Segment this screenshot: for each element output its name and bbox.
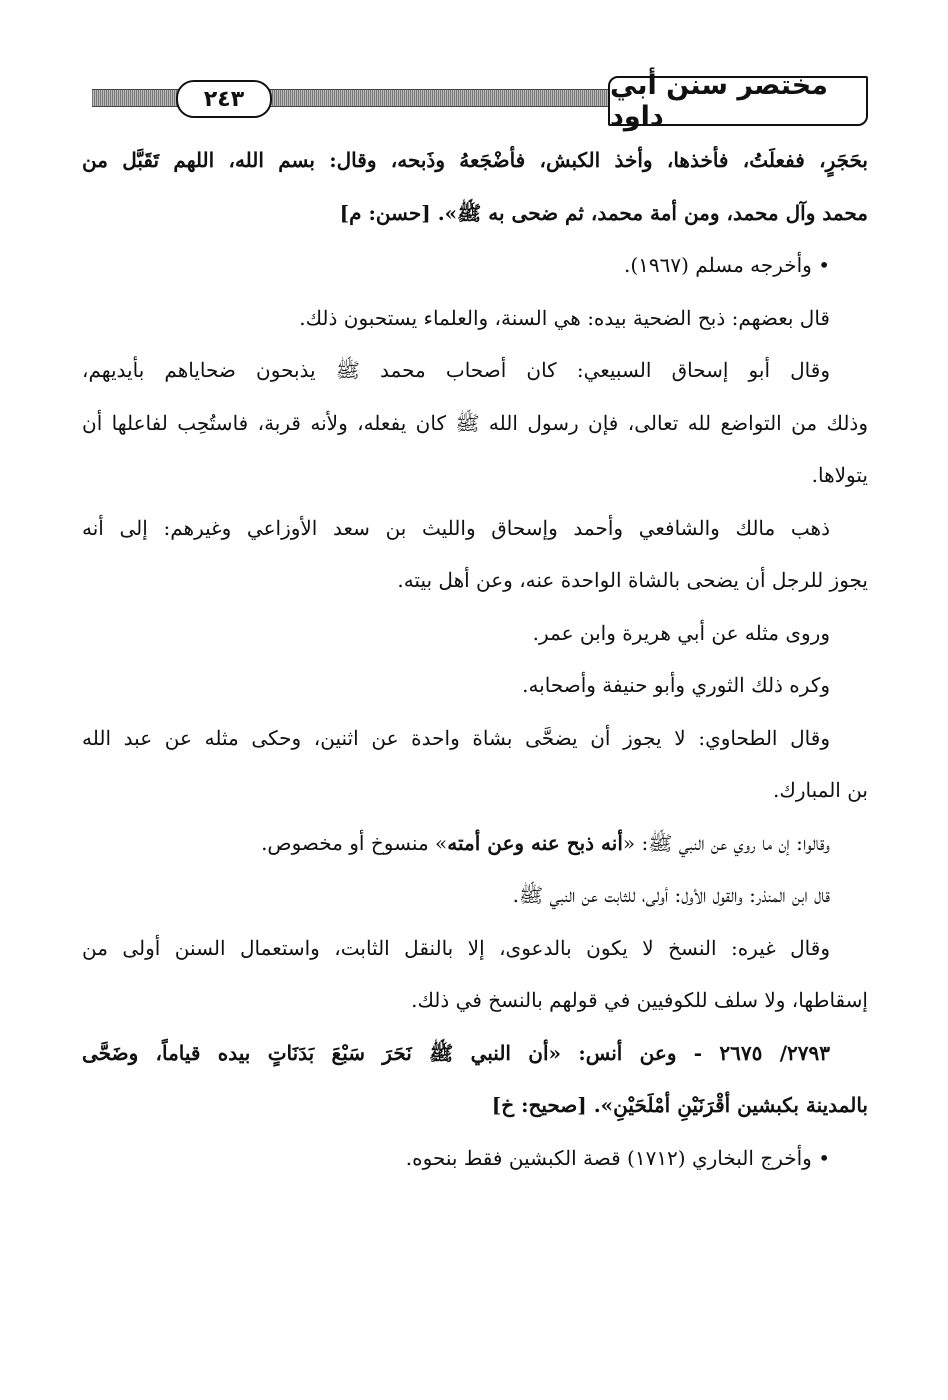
page-header — [82, 70, 868, 132]
text-line: ذهب مالك والشافعي وأحمد وإسحاق والليث بن سعد الأوزاعي وغيرهم: إلى أنه — [82, 515, 830, 540]
paragraph — [82, 344, 868, 502]
text-line: قال بعضهم: ذبح الضحية بيده: هي السنة، والعلماء يستحبون ذلك. — [299, 305, 830, 330]
text-line: • وأخرجه مسلم (١٩٦٧). — [624, 253, 830, 277]
text-line: وقال أبو إسحاق السبيعي: كان أصحاب محمد ﷺ يذبحون ضحاياهم بأيديهم، — [82, 358, 830, 382]
hadith-2793 — [82, 1027, 868, 1132]
page-body — [82, 134, 868, 1184]
paragraph — [82, 869, 868, 922]
paragraph — [82, 712, 868, 817]
text-line: يتولاها. — [811, 463, 868, 487]
text-line: محمد وآل محمد، ومن أمة محمد، ثم ضحى به ﷺ». [حسن: م] — [339, 200, 868, 225]
takhrij-note — [82, 239, 868, 292]
text-line: قال ابن المنذر: والقول الأول: أولى، للثابت عن النبي ﷺ. — [512, 883, 830, 907]
text-line: بالمدينة بكبشين أقْرَنَيْنِ أمْلَحَيْنِ». [صحيح: خ] — [491, 1093, 868, 1117]
hadith-continuation — [82, 134, 868, 239]
takhrij-note — [82, 1132, 868, 1185]
text-line: يجوز للرجل أن يضحى بالشاة الواحدة عنه، وعن أهل بيته. — [397, 568, 868, 592]
text-segment: » منسوخ أو مخصوص. — [261, 830, 448, 855]
text-line: وقال غيره: النسخ لا يكون بالدعوى، إلا بالنقل الثابت، واستعمال السنن أولى من — [82, 935, 830, 960]
text-line: ٢٧٩٣/ ٢٦٧٥ - وعن أنس: «أن النبي ﷺ نَحَرَ سَبْعَ بَدَنَاتٍ بيده قياماً، وضَحَّى — [82, 1040, 830, 1065]
hadith-quote: أنه ذبح عنه وعن أمته — [447, 830, 623, 855]
text-segment: وقالوا: إن ما روي عن النبي ﷺ: « — [622, 830, 830, 855]
paragraph — [82, 502, 868, 607]
text-line: وذلك من التواضع لله تعالى، فإن رسول الله ﷺ كان يفعله، ولأنه قربة، فاستُحِب لفاعلها أن — [82, 410, 868, 435]
paragraph — [82, 922, 868, 1027]
header-ornament-bar — [92, 89, 618, 107]
text-line — [82, 817, 868, 870]
paragraph — [82, 292, 868, 345]
text-line: وروى مثله عن أبي هريرة وابن عمر. — [532, 620, 830, 645]
paragraph — [82, 659, 868, 712]
paragraph — [82, 817, 868, 870]
text-line: بن المبارك. — [773, 778, 868, 802]
text-line: بحَجَرٍ، ففعلَتُ، فأخذها، وأخذ الكبش، فأضْجَعهُ وذَبحه، وقال: بسم الله، اللهم تَقَبَّل من — [82, 148, 868, 172]
page-number: ٢٤٣ — [176, 80, 272, 118]
text-line: إسقاطها، ولا سلف للكوفيين في قولهم بالنسخ في ذلك. — [411, 988, 868, 1012]
text-line: • وأخرج البخاري (١٧١٢) قصة الكبشين فقط بنحوه. — [405, 1145, 830, 1170]
paragraph — [82, 607, 868, 660]
text-line: وقال الطحاوي: لا يجوز أن يضحَّى بشاة واحدة عن اثنين، وحكى مثله عن عبد الله — [82, 725, 830, 750]
text-line: وكره ذلك الثوري وأبو حنيفة وأصحابه. — [522, 673, 830, 697]
book-title: مختصر سنن أبي داود — [608, 76, 868, 126]
